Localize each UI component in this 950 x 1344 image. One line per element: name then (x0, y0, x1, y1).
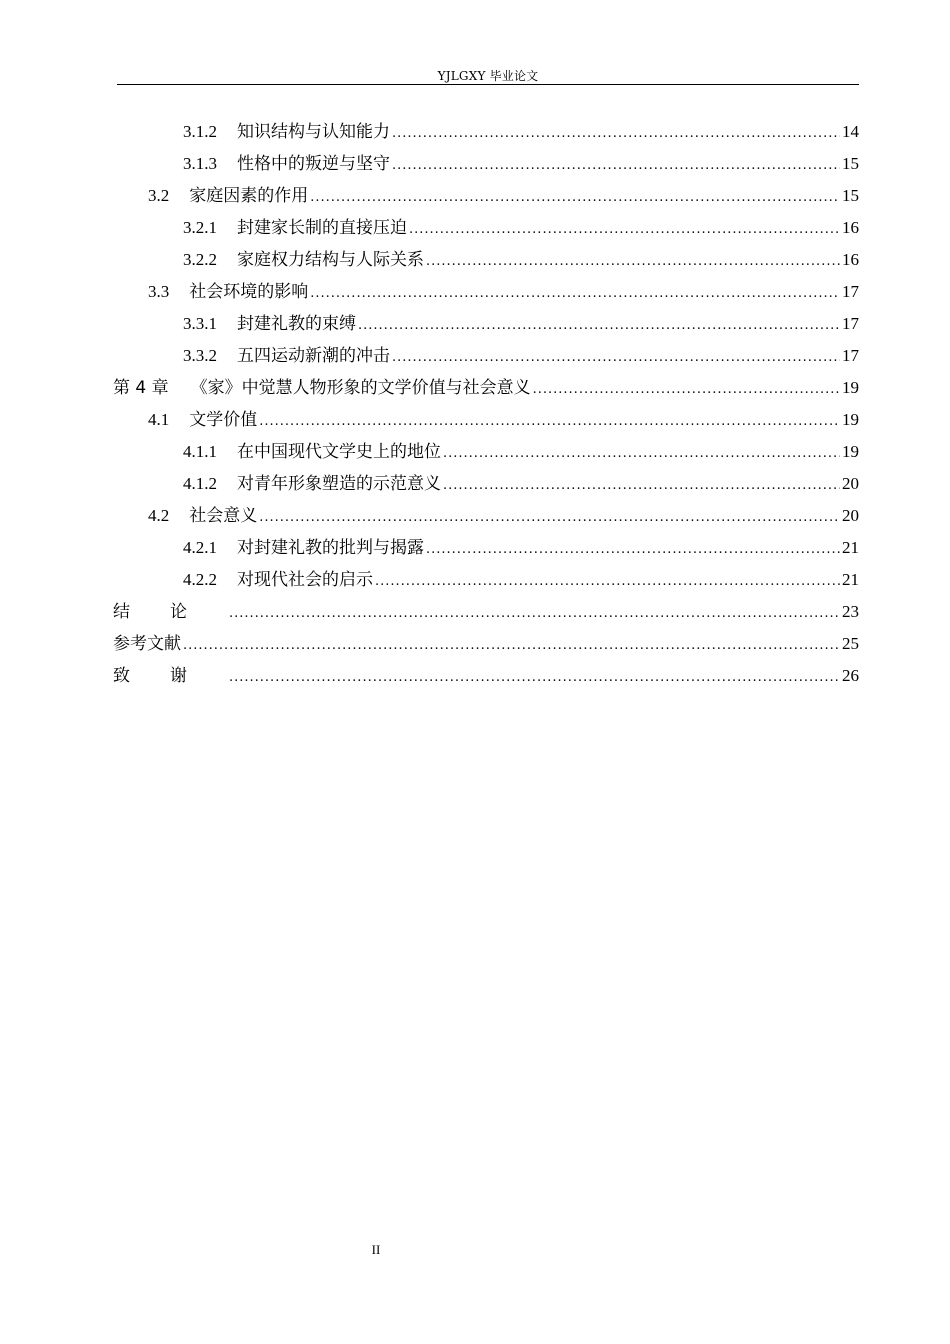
toc-entry-number: 4.2.2 (183, 570, 217, 589)
page-number: II (371, 1242, 381, 1257)
toc-entry-title: 对封建礼教的批判与揭露 (237, 538, 424, 558)
toc-dot-leader (229, 601, 840, 627)
toc-entry-title: 对青年形象塑造的示范意义 (237, 474, 441, 494)
toc-entry-number: 4.1.1 (183, 442, 217, 461)
toc-dot-leader (358, 313, 840, 339)
toc-entry[interactable] (113, 183, 859, 215)
toc-entry[interactable] (113, 599, 859, 631)
toc-entry-number: 3.2 (148, 186, 170, 205)
toc-entry-number: 3.3.2 (183, 346, 217, 365)
toc-entry-title: 文学价值 (189, 410, 258, 430)
toc-entry[interactable] (113, 631, 859, 663)
toc-entry[interactable] (113, 471, 859, 503)
toc-entry-page: 21 (842, 538, 859, 557)
toc-entry-title: 致谢 (113, 666, 227, 686)
toc-dot-leader (310, 281, 840, 307)
toc-dot-leader (426, 249, 840, 275)
toc-entry-number: 3.1.2 (183, 122, 217, 141)
toc-entry-number: 3.2.2 (183, 250, 217, 269)
toc-entry-page: 20 (842, 474, 859, 493)
toc-entry-number: 第 4 章 (113, 378, 169, 398)
toc-entry-page: 23 (842, 602, 859, 621)
toc-entry-title: 社会环境的影响 (189, 282, 309, 302)
toc-dot-leader (443, 473, 840, 499)
toc-entry-number: 3.2.1 (183, 218, 217, 237)
toc-entry-page: 19 (842, 442, 859, 461)
toc-entry-page: 21 (842, 570, 859, 589)
toc-entry-page: 15 (842, 186, 859, 205)
toc-entry[interactable] (113, 215, 859, 247)
toc-entry-number: 3.3.1 (183, 314, 217, 333)
toc-entry-title: 对现代社会的启示 (237, 570, 373, 590)
toc-entry-page: 19 (842, 410, 859, 429)
toc-entry[interactable] (113, 119, 859, 151)
toc-entry-title: 《家》中觉慧人物形象的文学价值与社会意义 (190, 378, 531, 398)
toc-dot-leader (533, 377, 840, 403)
toc-entry-number: 4.1 (148, 410, 170, 429)
toc-entry[interactable] (113, 279, 859, 311)
toc-entry-page: 16 (842, 218, 859, 237)
toc-entry-title: 在中国现代文学史上的地位 (237, 442, 441, 462)
toc-dot-leader (392, 153, 840, 179)
toc-entry-page: 25 (842, 634, 859, 653)
toc-entry[interactable] (113, 311, 859, 343)
toc-dot-leader (443, 441, 840, 467)
toc-entry[interactable] (113, 407, 859, 439)
toc-dot-leader (375, 569, 840, 595)
toc-dot-leader (183, 633, 840, 659)
toc-entry-page: 20 (842, 506, 859, 525)
toc-entry-page: 17 (842, 282, 859, 301)
toc-entry-title: 家庭权力结构与人际关系 (237, 250, 424, 270)
toc-dot-leader (259, 409, 840, 435)
header-title: YJLGXY 毕业论文 (437, 69, 539, 83)
toc-dot-leader (310, 185, 840, 211)
toc-entry-number: 4.1.2 (183, 474, 217, 493)
toc-entry-title: 结论 (113, 602, 227, 622)
toc-entry-title: 封建礼教的束缚 (237, 314, 356, 334)
toc-dot-leader (259, 505, 840, 531)
toc-entry-page: 19 (842, 378, 859, 397)
toc-entry-title: 家庭因素的作用 (189, 186, 309, 206)
toc-entry-number: 4.2 (148, 506, 170, 525)
toc-entry[interactable] (113, 439, 859, 471)
toc-entry[interactable] (113, 567, 859, 599)
toc-entry[interactable] (113, 151, 859, 183)
toc-entry-page: 17 (842, 346, 859, 365)
toc-entry-page: 16 (842, 250, 859, 269)
toc-dot-leader (392, 121, 840, 147)
toc-entry-title: 五四运动新潮的冲击 (237, 346, 390, 366)
toc-entry[interactable] (113, 503, 859, 535)
toc-entry-page: 15 (842, 154, 859, 173)
toc-entry[interactable] (113, 247, 859, 279)
toc-dot-leader (229, 665, 840, 691)
toc-entry-title: 知识结构与认知能力 (237, 122, 390, 142)
toc-entry[interactable] (113, 663, 859, 695)
toc-entry-number: 3.3 (148, 282, 170, 301)
toc-entry[interactable] (113, 535, 859, 567)
toc-dot-leader (392, 345, 840, 371)
toc-entry-title: 封建家长制的直接压迫 (237, 218, 407, 238)
toc-entry-title: 性格中的叛逆与坚守 (237, 154, 390, 174)
table-of-contents (113, 119, 859, 695)
toc-entry-page: 14 (842, 122, 859, 141)
page-header (117, 66, 859, 85)
toc-entry-number: 4.2.1 (183, 538, 217, 557)
toc-entry[interactable] (113, 375, 859, 407)
toc-entry-page: 17 (842, 314, 859, 333)
toc-entry-title: 参考文献 (113, 634, 181, 654)
toc-entry[interactable] (113, 343, 859, 375)
toc-dot-leader (409, 217, 840, 243)
toc-entry-title: 社会意义 (189, 506, 258, 526)
toc-entry-number: 3.1.3 (183, 154, 217, 173)
toc-entry-page: 26 (842, 666, 859, 685)
toc-dot-leader (426, 537, 840, 563)
